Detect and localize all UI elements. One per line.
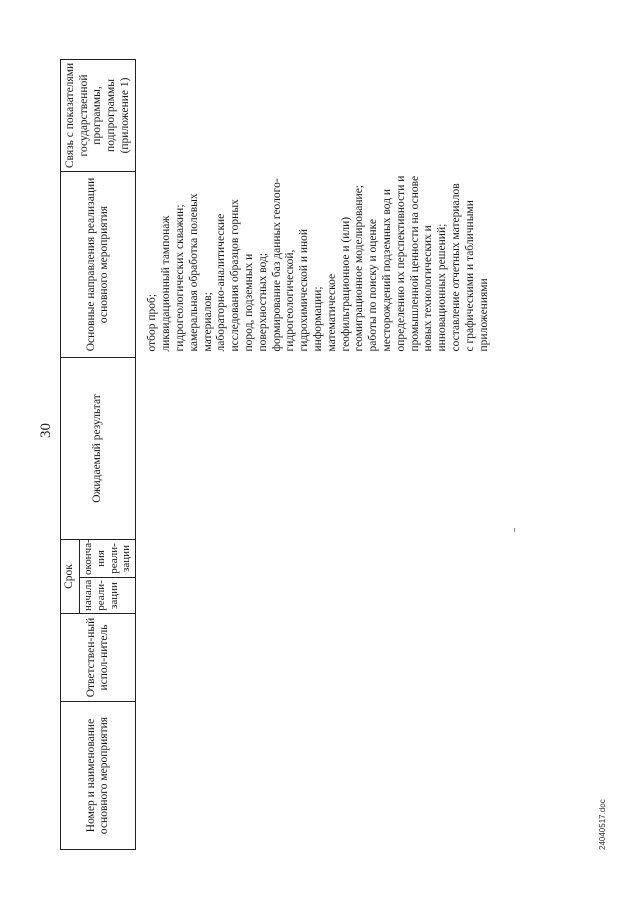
page-number: 30 bbox=[38, 423, 54, 438]
cell-expected-result bbox=[136, 357, 491, 539]
table-row bbox=[136, 59, 491, 849]
measures-table-rotated bbox=[60, 60, 565, 850]
header-directions: Основные направления реализации основного мероприятия bbox=[61, 171, 136, 357]
document-id: 24040517.doc bbox=[598, 799, 607, 850]
header-term: Срок bbox=[61, 539, 80, 613]
cell-number-name bbox=[136, 702, 491, 850]
cell-directions bbox=[136, 171, 491, 357]
directions-text: отбор проб; ликвидационный тампонаж гидрогеологических скважин; камеральная обработка полевых материалов; лабораторно-аналитические исследования образцов горных пород, подземных и поверхностных вод; формирование баз данных геолого-гидрогеологической, гидрохимической и иной информации; математическое геофильтрационное и (или) геомиграционное моделирование; работы по поиску и оценке месторождений подземных вод и определению их перспективности и промышленной ценности на основе новых технологических и инновационных решений; составление отчетных материалов с графическими и табличными приложениями bbox=[146, 175, 490, 352]
scan-mark bbox=[514, 528, 515, 532]
header-executor: Ответствен-ный испол-нитель bbox=[61, 614, 136, 702]
header-expected-result: Ожидаемый результат bbox=[61, 357, 136, 539]
header-term-end: оконча-ния реали-зации bbox=[79, 539, 136, 577]
cell-term-start bbox=[136, 578, 491, 614]
cell-term-end bbox=[136, 539, 491, 577]
header-term-start: начала реали-зации bbox=[79, 578, 136, 614]
header-link-indicators: Связь с показателями государственной программы, подпрограммы (приложение 1) bbox=[61, 59, 136, 171]
header-number-name: Номер и наименование основного мероприятия bbox=[61, 702, 136, 850]
measures-table bbox=[60, 59, 491, 850]
cell-link-indicators bbox=[136, 59, 491, 171]
cell-executor bbox=[136, 614, 491, 702]
